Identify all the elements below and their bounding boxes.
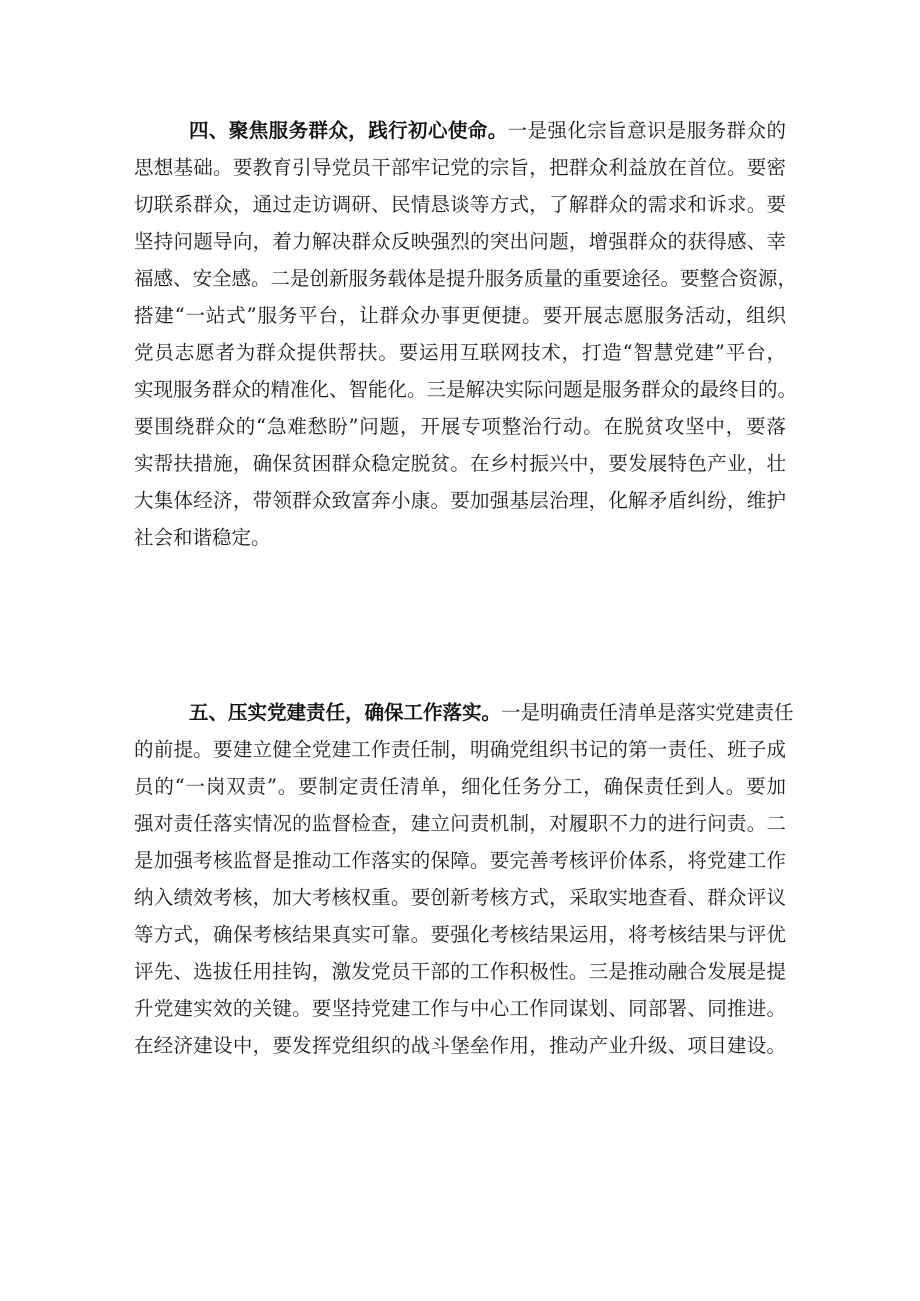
paragraph-line: 的前提。要建立健全党建工作责任制，明确党组织书记的第一责任、班子成 (134, 738, 786, 761)
paragraph-line: 要围绕群众的“急难愁盼”问题，开展专项整治行动。在脱贫攻坚中，要落 (134, 415, 786, 438)
paragraph-line: 切联系群众，通过走访调研、民情恳谈等方式，了解群众的需求和诉求。要 (134, 193, 786, 216)
paragraph-line: 搭建“一站式”服务平台，让群众办事更便捷。要开展志愿服务活动，组织 (134, 304, 786, 327)
paragraph-line: 社会和谐稳定。 (134, 526, 271, 549)
paragraph-line: 强对责任落实情况的监督检查，建立问责机制，对履职不力的进行问责。二 (134, 812, 786, 835)
paragraph-line (189, 116, 786, 146)
paragraph-line: 福感、安全感。二是创新服务载体是提升服务质量的重要途径。要整合资源， (134, 267, 798, 290)
paragraph-line: 在经济建设中，要发挥党组织的战斗堡垒作用，推动产业升级、项目建设。 (134, 1034, 786, 1057)
paragraph-line: 纳入绩效考核，加大考核权重。要创新考核方式，采取实地查看、群众评议 (134, 886, 786, 909)
paragraph-line: 实帮扶措施，确保贫困群众稳定脱贫。在乡村振兴中，要发展特色产业，壮 (134, 452, 786, 475)
paragraph-line: 党员志愿者为群众提供帮扶。要运用互联网技术，打造“智慧党建”平台， (134, 341, 786, 364)
paragraph-line: 坚持问题导向，着力解决群众反映强烈的突出问题，增强群众的获得感、幸 (134, 230, 786, 253)
paragraph-line: 思想基础。要教育引导党员干部牢记党的宗旨，把群众利益放在首位。要密 (134, 156, 786, 179)
paragraph-text: 一是强化宗旨意识是服务群众的 (507, 119, 786, 142)
paragraph-line: 等方式，确保考核结果真实可靠。要强化考核结果运用，将考核结果与评优 (134, 923, 786, 946)
paragraph-text: 一是明确责任清单是落实党建责任 (501, 701, 794, 724)
paragraph-line (189, 698, 794, 728)
paragraph-line: 大集体经济，带领群众致富奔小康。要加强基层治理，化解矛盾纠纷，维护 (134, 489, 786, 512)
paragraph-line: 实现服务群众的精准化、智能化。三是解决实际问题是服务群众的最终目的。 (134, 378, 798, 401)
paragraph-line: 升党建实效的关键。要坚持党建工作与中心工作同谋划、同部署、同推进。 (134, 997, 786, 1020)
section-heading: 五、压实党建责任，确保工作落实。 (189, 701, 502, 724)
paragraph-line: 员的“一岗双责”。要制定责任清单，细化任务分工，确保责任到人。要加 (134, 775, 786, 798)
paragraph-line: 是加强考核监督是推动工作落实的保障。要完善考核评价体系，将党建工作 (134, 849, 786, 872)
section-heading: 四、聚焦服务群众，践行初心使命。 (189, 119, 508, 142)
paragraph-line: 评先、选拔任用挂钩，激发党员干部的工作积极性。三是推动融合发展是提 (134, 960, 786, 983)
